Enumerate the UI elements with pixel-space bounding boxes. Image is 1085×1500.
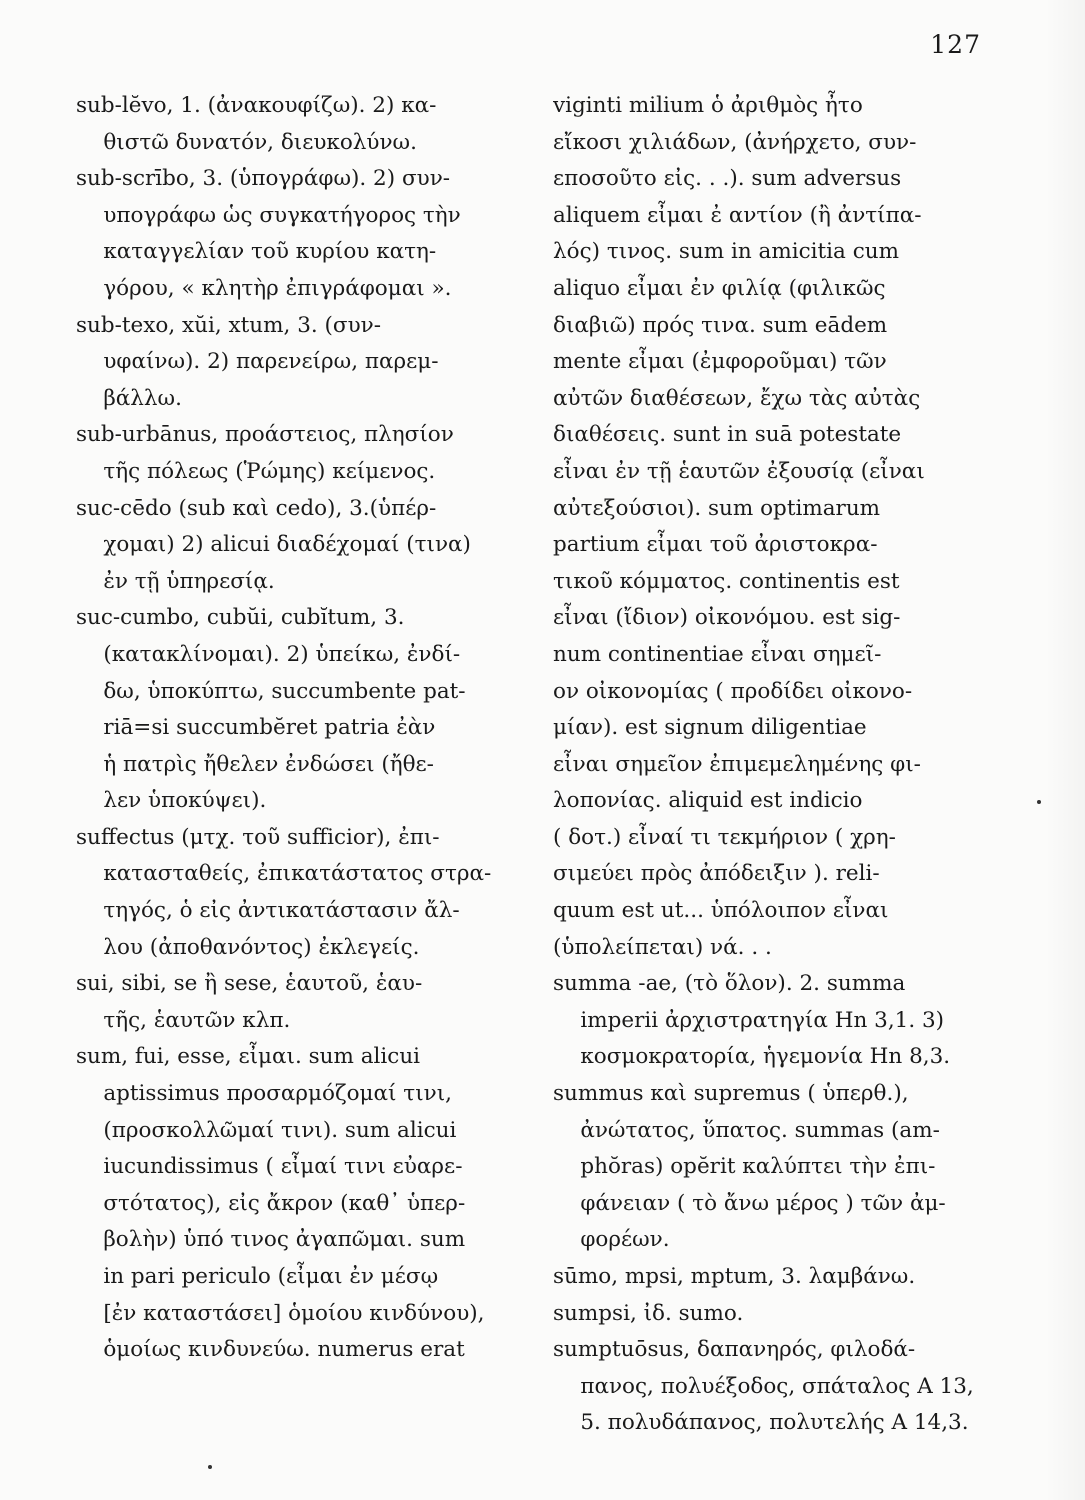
- dictionary-line: sub-scrībo, 3. (ὑπογράφω). 2) συν-: [76, 166, 451, 192]
- dictionary-line: λου (ἀποθανόντος) ἐκλεγείς.: [76, 934, 420, 960]
- dictionary-line: ὁμοίως κινδυνεύω. numerus erat: [76, 1337, 465, 1363]
- dictionary-line: aptissimus προσαρμόζομαί τινι,: [76, 1081, 452, 1107]
- dictionary-line: summus καὶ supremus ( ὑπερθ.),: [553, 1081, 909, 1107]
- left-column: [76, 88, 516, 1369]
- dictionary-line: εἶναι σημεῖον ἐπιμεμελημένης φι-: [553, 751, 921, 777]
- dictionary-line: χομαι) 2) alicui διαδέχομαί (τινα): [76, 532, 471, 558]
- dictionary-line: υπογράφω ὡς συγκατήγορος τὴν: [76, 202, 461, 228]
- dictionary-line: [ἐν καταστάσει] ὁμοίου κινδύνου),: [76, 1300, 485, 1326]
- dictionary-line: suc-cumbo, cubŭi, cubĭtum, 3.: [76, 605, 405, 631]
- dictionary-line: βάλλω.: [76, 385, 182, 411]
- dictionary-line: στότατος), εἰς ἄκρον (καθ᾽ ὑπερ-: [76, 1190, 466, 1216]
- dictionary-line: summa -ae, (τὸ ὅλον). 2. summa: [553, 971, 906, 997]
- dictionary-line: εποσοῦτο εἰς. . .). sum adversus: [553, 166, 902, 192]
- page-number: 127: [930, 30, 981, 59]
- dictionary-line: ἡ πατρὶς ἤθελεν ἐνδώσει (ἤθε-: [76, 751, 434, 777]
- dictionary-line: aliquem εἶμαι ἐ αντίον (ἢ ἀντίπα-: [553, 202, 922, 228]
- dictionary-line: πανος, πολυέξοδος, σπάταλος A 13,: [553, 1373, 974, 1399]
- dictionary-line: σιμεύει πρὸς ἀπόδειξιν ). reli-: [553, 861, 880, 887]
- dictionary-line: aliquo εἶμαι ἐν φιλίᾳ (φιλικῶς: [553, 275, 886, 301]
- dictionary-line: εἴκοσι χιλιάδων, (ἀνήρχετο, συν-: [553, 129, 917, 155]
- dictionary-line: viginti milium ὁ ἀριθμὸς ἦτο: [553, 93, 863, 118]
- dictionary-line: τικοῦ κόμματος. continentis est: [553, 568, 900, 594]
- dictionary-line: sumpsi, ἰδ. sumo.: [553, 1300, 744, 1326]
- dictionary-line: τῆς πόλεως (Ῥώμης) κείμενος.: [76, 458, 436, 484]
- dictionary-line: ἀνώτατος, ὕπατος. summas (am-: [553, 1117, 940, 1143]
- dictionary-line: sub-urbānus, προάστειος, πλησίον: [76, 422, 454, 448]
- dictionary-line: διαθέσεις. sunt in suā potestate: [553, 422, 902, 448]
- dictionary-line: sui, sibi, se ἢ sese, ἑαυτοῦ, ἑαυ-: [76, 971, 423, 997]
- dictionary-line: φάνειαν ( τὸ ἄνω μέρος ) τῶν ἀμ-: [553, 1190, 946, 1216]
- dictionary-line: (κατακλίνομαι). 2) ὑπείκω, ἐνδί-: [76, 641, 461, 667]
- dictionary-line: ( δοτ.) εἶναί τι τεκμήριον ( χρη-: [553, 824, 896, 850]
- dictionary-line: εἶναι ἐν τῇ ἑαυτῶν ἐξουσίᾳ (εἶναι: [553, 458, 925, 484]
- dictionary-line: mente εἶμαι (ἐμφοροῦμαι) τῶν: [553, 349, 887, 375]
- dictionary-line: κοσμοκρατορία, ἡγεμονία Hn 8,3.: [553, 1044, 951, 1070]
- dictionary-line: διαβιῶ) πρός τινα. sum eādem: [553, 312, 888, 338]
- dictionary-line: αὐτῶν διαθέσεων, ἔχω τὰς αὐτὰς: [553, 385, 921, 411]
- dictionary-line: sūmo, mpsi, mptum, 3. λαμβάνω.: [553, 1264, 916, 1289]
- dictionary-line: quum est ut... ὑπόλοιπον εἶναι: [553, 898, 889, 924]
- dictionary-line: υφαίνω). 2) παρενείρω, παρεμ-: [76, 349, 439, 375]
- dictionary-line: λοπονίας. aliquid est indicio: [553, 788, 863, 814]
- dictionary-line: ον οἰκονομίας ( προδίδει οἰκονο-: [553, 678, 913, 704]
- dictionary-line: λεν ὑποκύψει).: [76, 788, 267, 814]
- dictionary-line: θιστῶ δυνατόν, διευκολύνω.: [76, 129, 417, 155]
- dictionary-line: riā=si succumbĕret patria ἐὰν: [76, 715, 436, 741]
- dictionary-line: phŏras) opĕrit καλύπτει τὴν ἐπι-: [553, 1154, 936, 1180]
- dictionary-line: sub-lĕvo, 1. (ἀνακουφίζω). 2) κα-: [76, 93, 437, 118]
- dictionary-line: δω, ὑποκύπτω, succumbente pat-: [76, 678, 466, 704]
- dictionary-line: suffectus (μτχ. τοῦ sufficior), ἐπι-: [76, 824, 440, 850]
- dictionary-line: λός) τινος. sum in amicitia cum: [553, 239, 899, 265]
- page-edge-shadow: [1045, 0, 1085, 1500]
- dictionary-line: sum, fui, esse, εἶμαι. sum alicui: [76, 1044, 421, 1070]
- right-column: [553, 88, 993, 1442]
- dictionary-line: in pari periculo (εἶμαι ἐν μέσῳ: [76, 1264, 439, 1289]
- dictionary-line: suc-cēdo (sub καὶ cedo), 3.(ὑπέρ-: [76, 495, 437, 521]
- dictionary-line: sub-texo, xŭi, xtum, 3. (συν-: [76, 312, 382, 338]
- dictionary-line: καταγγελίαν τοῦ κυρίου κατη-: [76, 239, 437, 265]
- dictionary-line: τῆς, ἑαυτῶν κλπ.: [76, 1007, 291, 1033]
- dictionary-line: αὐτεξούσιοι). sum optimarum: [553, 495, 881, 521]
- dictionary-line: κατασταθείς, ἐπικατάστατος στρα-: [76, 861, 492, 887]
- dictionary-line: 5. πολυδάπανος, πολυτελής A 14,3.: [553, 1410, 969, 1436]
- dictionary-line: imperii ἀρχιστρατηγία Hn 3,1. 3): [553, 1007, 945, 1033]
- dictionary-line: ἐν τῇ ὑπηρεσίᾳ.: [76, 568, 275, 594]
- dictionary-line: βολὴν) ὑπό τινος ἀγαπῶμαι. sum: [76, 1227, 466, 1253]
- dictionary-line: μίαν). est signum diligentiae: [553, 715, 867, 741]
- dictionary-line: num continentiae εἶναι σημεῖ-: [553, 641, 882, 667]
- dictionary-line: partium εἶμαι τοῦ ἀριστοκρα-: [553, 532, 878, 558]
- dictionary-line: φορέων.: [553, 1227, 670, 1253]
- dictionary-line: (ὑπολείπεται) νά. . .: [553, 934, 772, 960]
- dictionary-line: (προσκολλῶμαί τινι). sum alicui: [76, 1117, 457, 1143]
- dictionary-line: γόρου, « κλητὴρ ἐπιγράφομαι ».: [76, 275, 452, 301]
- dictionary-line: iucundissimus ( εἶμαί τινι εὐαρε-: [76, 1154, 463, 1180]
- margin-dot-bottom: [208, 1465, 212, 1469]
- dictionary-line: τηγός, ὁ εἰς ἀντικατάστασιν ἄλ-: [76, 898, 460, 924]
- margin-dot: [1037, 800, 1041, 804]
- dictionary-line: sumptuōsus, δαπανηρός, φιλοδά-: [553, 1337, 916, 1363]
- dictionary-line: εἶναι (ἴδιον) οἰκονόμου. est sig-: [553, 605, 901, 631]
